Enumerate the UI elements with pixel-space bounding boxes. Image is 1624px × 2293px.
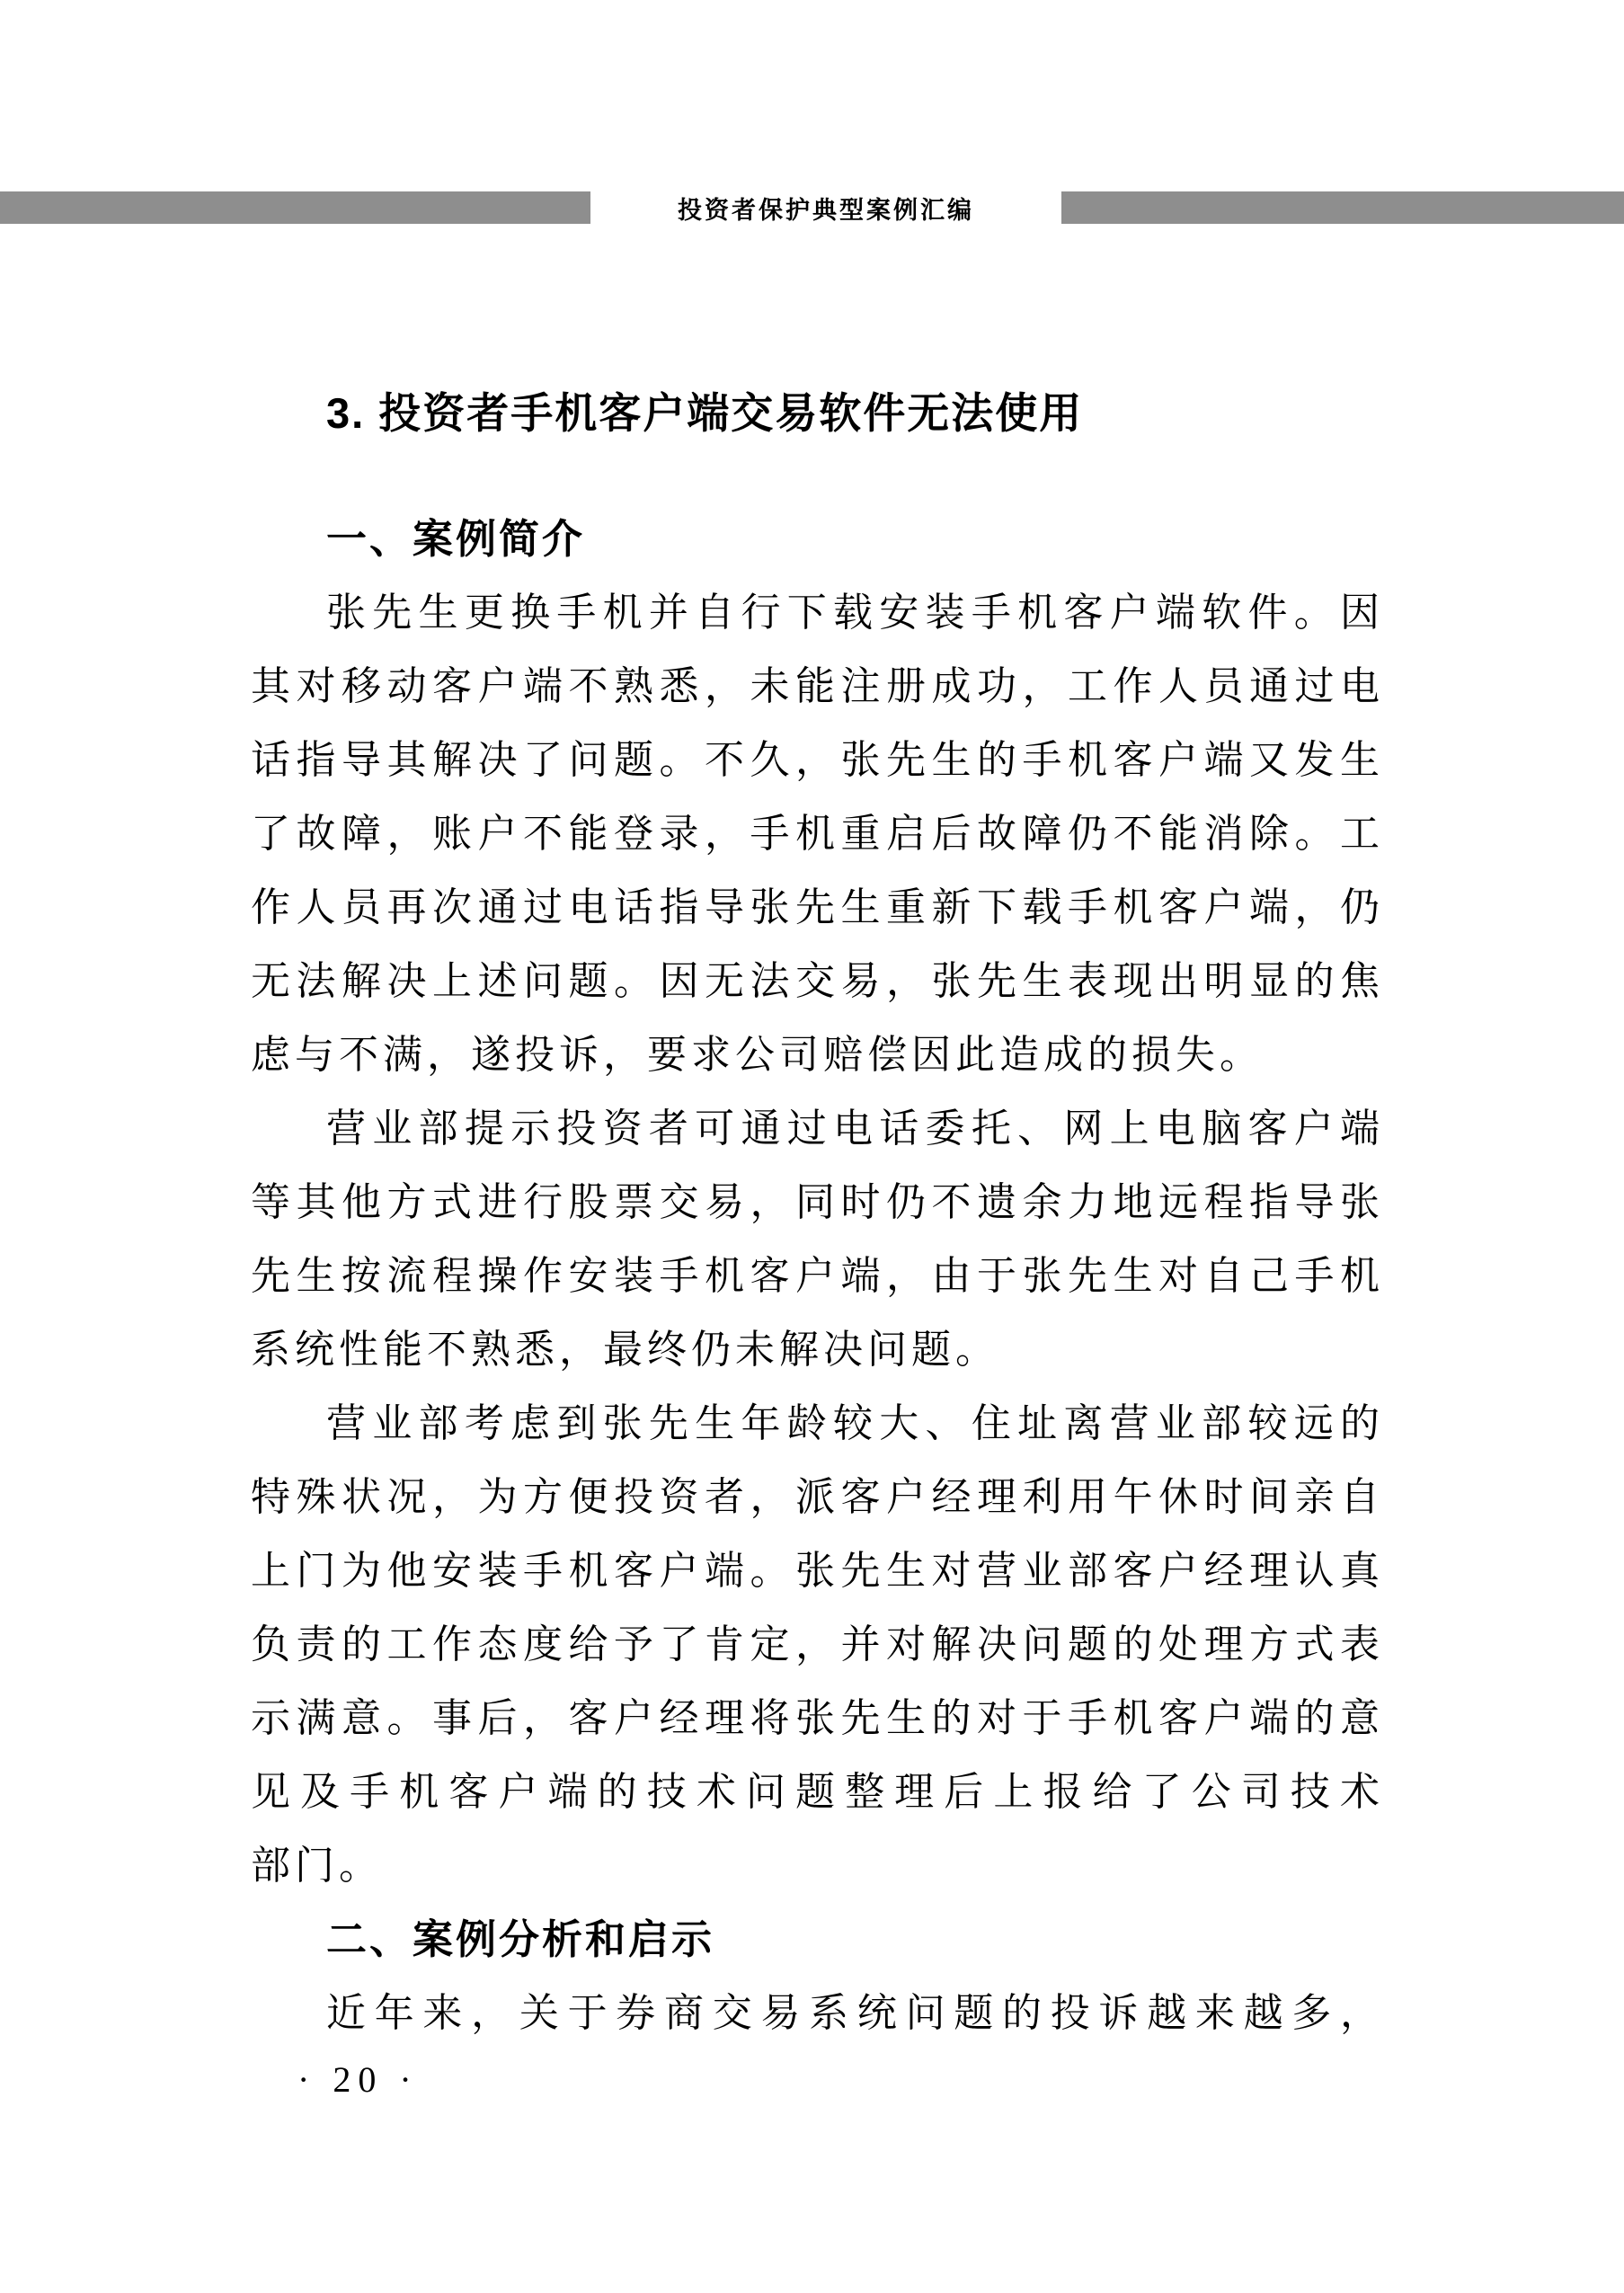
body-line: 张先生更换手机并自行下载安装手机客户端软件。因 <box>326 591 1384 635</box>
body-text <box>251 502 1384 2050</box>
body-line: 作人员再次通过电话指导张先生重新下载手机客户端，仍 <box>251 885 1384 929</box>
body-line: 先生按流程操作安装手机客户端，由于张先生对自己手机 <box>251 1254 1384 1298</box>
body-line: 了故障，账户不能登录，手机重启后故障仍不能消除。工 <box>251 812 1384 856</box>
header-right-bar <box>1061 191 1624 224</box>
body-line: 近年来，关于券商交易系统问题的投诉越来越多， <box>326 1991 1384 2035</box>
paragraph-4 <box>251 1977 1384 2050</box>
header-title-box <box>590 191 1061 224</box>
body-line: 示满意。事后，客户经理将张先生的对于手机客户端的意 <box>251 1696 1384 1740</box>
body-line: 见及手机客户端的技术问题整理后上报给了公司技术 <box>251 1770 1384 1814</box>
body-line: 特殊状况，为方便投资者，派客户经理利用午休时间亲自 <box>251 1475 1384 1519</box>
body-line: 其对移动客户端不熟悉，未能注册成功，工作人员通过电 <box>251 664 1384 708</box>
paragraph-3 <box>251 1387 1384 1903</box>
body-line: 等其他方式进行股票交易，同时仍不遗余力地远程指导张 <box>251 1180 1384 1224</box>
page-number: · 20 · <box>297 2059 419 2100</box>
header-left-bar <box>0 191 590 224</box>
section-heading-2: 二、案例分析和启示 <box>326 1916 715 1962</box>
body-line: 部门。 <box>251 1844 383 1888</box>
body-line: 虑与不满，遂投诉，要求公司赔偿因此造成的损失。 <box>251 1033 1264 1077</box>
paragraph-2 <box>251 1092 1384 1387</box>
body-line: 话指导其解决了问题。不久，张先生的手机客户端又发生 <box>251 738 1384 782</box>
body-line: 系统性能不熟悉，最终仍未解决问题。 <box>251 1328 999 1372</box>
section-heading-1: 一、案例简介 <box>326 516 586 562</box>
body-line: 营业部提示投资者可通过电话委托、网上电脑客户端 <box>326 1107 1384 1151</box>
running-head-title: 投资者保护典型案例汇编 <box>678 196 974 224</box>
body-line: 营业部考虑到张先生年龄较大、住址离营业部较远的 <box>326 1401 1384 1445</box>
paragraph-1 <box>251 576 1384 1092</box>
body-line: 上门为他安装手机客户端。张先生对营业部客户经理认真 <box>251 1549 1384 1593</box>
page-header <box>0 191 1624 224</box>
body-line: 无法解决上述问题。因无法交易，张先生表现出明显的焦 <box>251 959 1384 1003</box>
body-line: 负责的工作态度给予了肯定，并对解决问题的处理方式表 <box>251 1622 1384 1666</box>
chapter-title: 3. 投资者手机客户端交易软件无法使用 <box>326 389 1084 437</box>
